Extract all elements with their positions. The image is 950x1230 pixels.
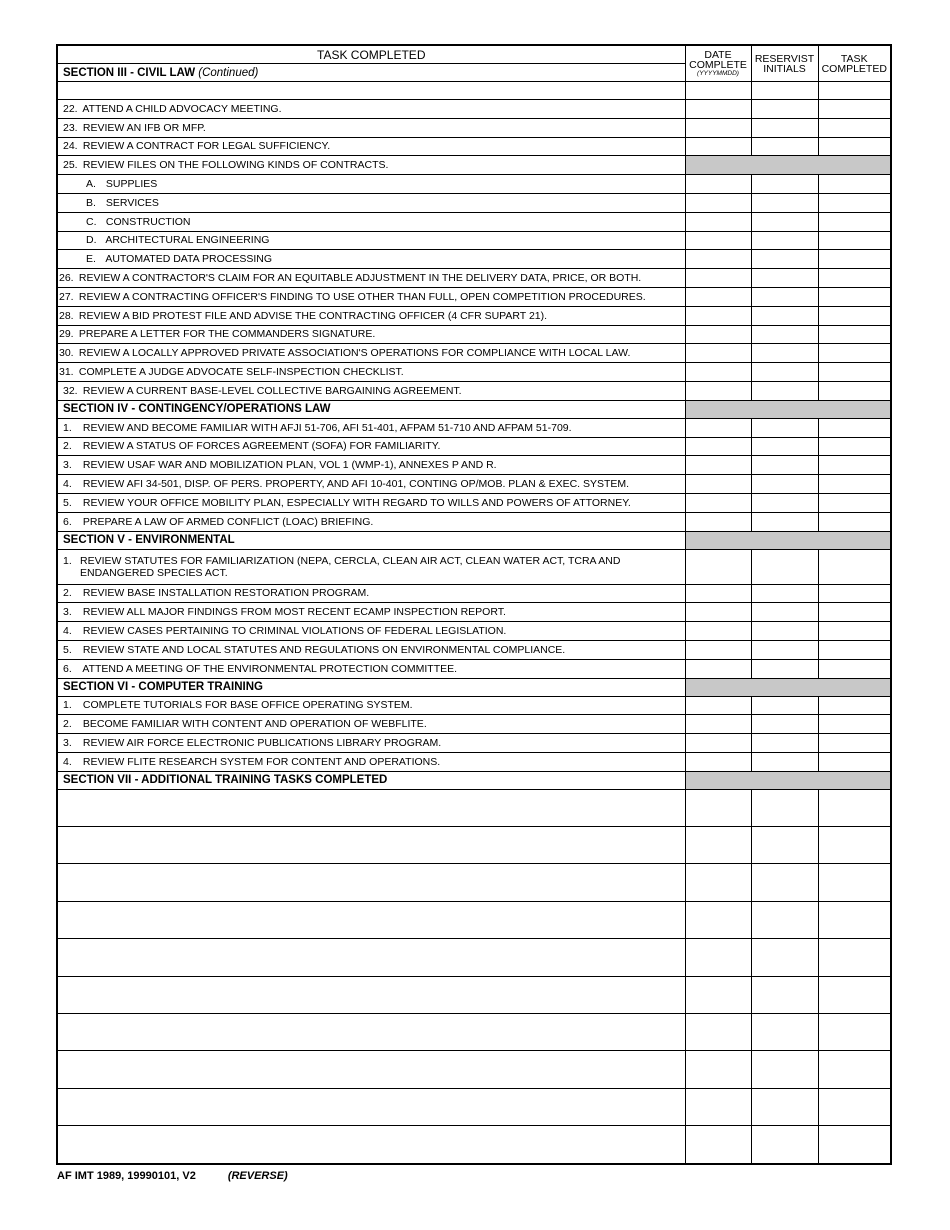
completed-cell[interactable] <box>818 137 890 156</box>
task-label: C. CONSTRUCTION <box>58 212 685 231</box>
task-row <box>58 118 890 137</box>
initials-cell[interactable] <box>751 82 818 100</box>
task-row <box>58 418 890 437</box>
initials-cell[interactable] <box>751 752 818 771</box>
entry-row <box>58 976 890 1013</box>
task-row <box>58 100 890 119</box>
completed-cell[interactable] <box>818 456 890 475</box>
entry-row <box>58 789 890 826</box>
entry-row <box>58 1088 890 1125</box>
shaded-cell <box>685 400 890 418</box>
initials-cell[interactable] <box>751 306 818 325</box>
completed-cell[interactable] <box>818 1051 890 1088</box>
completed-cell[interactable] <box>818 363 890 382</box>
task-label: 5. REVIEW STATE AND LOCAL STATUTES AND REGULATIONS ON ENVIRONMENTAL COMPLIANCE. <box>58 640 685 659</box>
task-row <box>58 156 890 175</box>
completed-cell[interactable] <box>818 100 890 119</box>
date-cell[interactable] <box>685 1126 751 1163</box>
initials-cell[interactable] <box>751 827 818 864</box>
task-row <box>58 212 890 231</box>
task-label: 5. REVIEW YOUR OFFICE MOBILITY PLAN, ESPECIALLY WITH REGARD TO WILLS AND POWERS OF ATTORNEY. <box>58 493 685 512</box>
reservist-initials-header: RESERVIST INITIALS <box>751 46 818 82</box>
completed-cell[interactable] <box>818 976 890 1013</box>
completed-cell[interactable] <box>818 231 890 250</box>
initials-cell[interactable] <box>751 418 818 437</box>
initials-cell[interactable] <box>751 734 818 753</box>
initials-cell[interactable] <box>751 325 818 344</box>
completed-cell[interactable] <box>818 1014 890 1051</box>
initials-cell[interactable] <box>751 175 818 194</box>
initials-cell[interactable] <box>751 864 818 901</box>
task-label: 23. REVIEW AN IFB OR MFP. <box>58 118 685 137</box>
section-iv-title: SECTION IV - CONTINGENCY/OPERATIONS LAW <box>58 400 685 418</box>
date-cell[interactable] <box>685 715 751 734</box>
task-label: 1. REVIEW STATUTES FOR FAMILIARIZATION (NEPA, CERCLA, CLEAN AIR ACT, CLEAN WATER ACT, TCRA AND ENDANGERED SPECIES ACT. <box>58 549 685 584</box>
task-label: 28. REVIEW A BID PROTEST FILE AND ADVISE THE CONTRACTING OFFICER (4 CFR SUPART 21). <box>58 306 685 325</box>
task-label: 30. REVIEW A LOCALLY APPROVED PRIVATE ASSOCIATION'S OPERATIONS FOR COMPLIANCE WITH LOCAL LAW. <box>58 344 685 363</box>
date-cell[interactable] <box>685 363 751 382</box>
initials-cell[interactable] <box>751 939 818 976</box>
date-cell[interactable] <box>685 250 751 269</box>
task-row <box>58 437 890 456</box>
task-label: 2. REVIEW A STATUS OF FORCES AGREEMENT (SOFA) FOR FAMILIARITY. <box>58 437 685 456</box>
completed-cell[interactable] <box>818 118 890 137</box>
initials-cell[interactable] <box>751 584 818 603</box>
section-iv-row <box>58 400 890 418</box>
completed-cell[interactable] <box>818 437 890 456</box>
date-cell[interactable] <box>685 976 751 1013</box>
date-cell[interactable] <box>685 437 751 456</box>
task-label: 1. REVIEW AND BECOME FAMILIAR WITH AFJI 51-706, AFI 51-401, AFPAM 51-710 AND AFPAM 51-709. <box>58 418 685 437</box>
task-row <box>58 584 890 603</box>
initials-cell[interactable] <box>751 622 818 641</box>
date-complete-header: DATE COMPLETE (YYYYMMDD) <box>685 46 751 82</box>
task-entry-cell[interactable] <box>58 1126 685 1163</box>
task-label: 2. REVIEW BASE INSTALLATION RESTORATION PROGRAM. <box>58 584 685 603</box>
entry-row <box>58 1126 890 1163</box>
date-cell[interactable] <box>685 659 751 678</box>
completed-cell[interactable] <box>818 82 890 100</box>
task-entry-cell[interactable] <box>58 1051 685 1088</box>
shaded-cell <box>685 771 890 789</box>
date-cell[interactable] <box>685 1051 751 1088</box>
date-cell[interactable] <box>685 381 751 400</box>
date-cell[interactable] <box>685 193 751 212</box>
completed-cell[interactable] <box>818 212 890 231</box>
initials-cell[interactable] <box>751 118 818 137</box>
task-row <box>58 381 890 400</box>
initials-cell[interactable] <box>751 269 818 288</box>
date-cell[interactable] <box>685 325 751 344</box>
task-completed-title: TASK COMPLETED <box>58 46 685 64</box>
task-row <box>58 269 890 288</box>
task-entry-cell[interactable] <box>58 976 685 1013</box>
task-row <box>58 512 890 531</box>
initials-cell[interactable] <box>751 512 818 531</box>
task-row <box>58 175 890 194</box>
completed-cell[interactable] <box>818 734 890 753</box>
task-row <box>58 603 890 622</box>
completed-cell[interactable] <box>818 640 890 659</box>
date-cell[interactable] <box>685 939 751 976</box>
reverse-label: (REVERSE) <box>227 1170 288 1182</box>
initials-cell[interactable] <box>751 715 818 734</box>
date-cell[interactable] <box>685 603 751 622</box>
date-cell[interactable] <box>685 734 751 753</box>
entry-row <box>58 939 890 976</box>
completed-cell[interactable] <box>818 752 890 771</box>
section-vii-title: SECTION VII - ADDITIONAL TRAINING TASKS COMPLETED <box>58 771 685 789</box>
entry-row <box>58 1014 890 1051</box>
task-label: 32. REVIEW A CURRENT BASE-LEVEL COLLECTIVE BARGAINING AGREEMENT. <box>58 381 685 400</box>
completed-cell[interactable] <box>818 344 890 363</box>
task-label: 3. REVIEW AIR FORCE ELECTRONIC PUBLICATIONS LIBRARY PROGRAM. <box>58 734 685 753</box>
date-cell[interactable] <box>685 640 751 659</box>
task-row <box>58 344 890 363</box>
initials-cell[interactable] <box>751 640 818 659</box>
completed-cell[interactable] <box>818 493 890 512</box>
date-cell[interactable] <box>685 493 751 512</box>
blank-row <box>58 82 890 100</box>
completed-cell[interactable] <box>818 603 890 622</box>
task-row <box>58 475 890 494</box>
section-vii-row <box>58 771 890 789</box>
task-label: A. SUPPLIES <box>58 175 685 194</box>
date-cell[interactable] <box>685 512 751 531</box>
initials-cell[interactable] <box>751 287 818 306</box>
section-vi-row <box>58 678 890 696</box>
date-cell[interactable] <box>685 418 751 437</box>
task-row <box>58 549 890 584</box>
initials-cell[interactable] <box>751 901 818 938</box>
task-label: 3. REVIEW ALL MAJOR FINDINGS FROM MOST RECENT ECAMP INSPECTION REPORT. <box>58 603 685 622</box>
date-cell[interactable] <box>685 287 751 306</box>
task-entry-cell[interactable] <box>58 1014 685 1051</box>
date-cell[interactable] <box>685 344 751 363</box>
completed-cell[interactable] <box>818 325 890 344</box>
initials-cell[interactable] <box>751 212 818 231</box>
initials-cell[interactable] <box>751 493 818 512</box>
completed-cell[interactable] <box>818 512 890 531</box>
completed-cell[interactable] <box>818 659 890 678</box>
date-cell[interactable] <box>685 306 751 325</box>
date-cell[interactable] <box>685 212 751 231</box>
date-cell[interactable] <box>685 696 751 715</box>
task-label: 4. REVIEW FLITE RESEARCH SYSTEM FOR CONTENT AND OPERATIONS. <box>58 752 685 771</box>
section-v-row <box>58 531 890 549</box>
initials-cell[interactable] <box>751 100 818 119</box>
completed-cell[interactable] <box>818 418 890 437</box>
task-label: 4. REVIEW AFI 34-501, DISP. OF PERS. PROPERTY, AND AFI 10-401, CONTING OP/MOB. PLAN & EXEC. SYSTEM. <box>58 475 685 494</box>
task-row <box>58 493 890 512</box>
task-row <box>58 696 890 715</box>
completed-cell[interactable] <box>818 864 890 901</box>
initials-cell[interactable] <box>751 381 818 400</box>
completed-cell[interactable] <box>818 250 890 269</box>
task-row <box>58 622 890 641</box>
initials-cell[interactable] <box>751 250 818 269</box>
date-cell[interactable] <box>685 622 751 641</box>
task-label: 25. REVIEW FILES ON THE FOLLOWING KINDS OF CONTRACTS. <box>58 156 685 175</box>
initials-cell[interactable] <box>751 344 818 363</box>
completed-cell[interactable] <box>818 287 890 306</box>
task-row <box>58 137 890 156</box>
completed-cell[interactable] <box>818 622 890 641</box>
date-cell[interactable] <box>685 231 751 250</box>
training-checklist-form <box>56 44 892 1165</box>
initials-cell[interactable] <box>751 1088 818 1125</box>
initials-cell[interactable] <box>751 976 818 1013</box>
date-cell[interactable] <box>685 1014 751 1051</box>
task-label: 1. COMPLETE TUTORIALS FOR BASE OFFICE OPERATING SYSTEM. <box>58 696 685 715</box>
date-cell[interactable] <box>685 137 751 156</box>
task-entry-cell[interactable] <box>58 901 685 938</box>
task-row <box>58 659 890 678</box>
form-id: AF IMT 1989, 19990101, V2 <box>57 1170 196 1182</box>
initials-cell[interactable] <box>751 193 818 212</box>
task-row <box>58 640 890 659</box>
date-cell[interactable] <box>685 456 751 475</box>
task-row <box>58 325 890 344</box>
task-entry-cell[interactable] <box>58 939 685 976</box>
shaded-cell <box>685 156 890 175</box>
task-row <box>58 456 890 475</box>
initials-cell[interactable] <box>751 603 818 622</box>
completed-cell[interactable] <box>818 306 890 325</box>
completed-cell[interactable] <box>818 584 890 603</box>
task-entry-cell[interactable] <box>58 827 685 864</box>
task-row <box>58 231 890 250</box>
completed-cell[interactable] <box>818 381 890 400</box>
initials-cell[interactable] <box>751 137 818 156</box>
form-footer <box>57 1170 288 1182</box>
task-label: 6. PREPARE A LAW OF ARMED CONFLICT (LOAC) BRIEFING. <box>58 512 685 531</box>
section-vi-title: SECTION VI - COMPUTER TRAINING <box>58 678 685 696</box>
entry-row <box>58 1051 890 1088</box>
date-cell[interactable] <box>685 118 751 137</box>
task-label: E. AUTOMATED DATA PROCESSING <box>58 250 685 269</box>
completed-cell[interactable] <box>818 827 890 864</box>
date-cell[interactable] <box>685 827 751 864</box>
date-cell[interactable] <box>685 175 751 194</box>
initials-cell[interactable] <box>751 1014 818 1051</box>
task-label: 4. REVIEW CASES PERTAINING TO CRIMINAL VIOLATIONS OF FEDERAL LEGISLATION. <box>58 622 685 641</box>
initials-cell[interactable] <box>751 1126 818 1163</box>
task-label: 24. REVIEW A CONTRACT FOR LEGAL SUFFICIENCY. <box>58 137 685 156</box>
date-cell[interactable] <box>685 269 751 288</box>
date-cell[interactable] <box>685 549 751 584</box>
date-cell[interactable] <box>685 584 751 603</box>
completed-cell[interactable] <box>818 475 890 494</box>
initials-cell[interactable] <box>751 363 818 382</box>
initials-cell[interactable] <box>751 475 818 494</box>
completed-cell[interactable] <box>818 696 890 715</box>
completed-cell[interactable] <box>818 1088 890 1125</box>
task-label: 2. BECOME FAMILIAR WITH CONTENT AND OPERATION OF WEBFLITE. <box>58 715 685 734</box>
entry-row <box>58 864 890 901</box>
date-cell[interactable] <box>685 752 751 771</box>
completed-cell[interactable] <box>818 269 890 288</box>
task-label: 29. PREPARE A LETTER FOR THE COMMANDERS SIGNATURE. <box>58 325 685 344</box>
task-label: D. ARCHITECTURAL ENGINEERING <box>58 231 685 250</box>
date-cell[interactable] <box>685 864 751 901</box>
entry-row <box>58 827 890 864</box>
shaded-cell <box>685 531 890 549</box>
date-cell[interactable] <box>685 1088 751 1125</box>
task-entry-cell[interactable] <box>58 1088 685 1125</box>
task-label: B. SERVICES <box>58 193 685 212</box>
initials-cell[interactable] <box>751 659 818 678</box>
task-label: 26. REVIEW A CONTRACTOR'S CLAIM FOR AN EQUITABLE ADJUSTMENT IN THE DELIVERY DATA, PRICE, OR BOTH. <box>58 269 685 288</box>
completed-cell[interactable] <box>818 901 890 938</box>
task-row <box>58 306 890 325</box>
task-completed-header: TASK COMPLETED <box>818 46 890 82</box>
entry-row <box>58 901 890 938</box>
initials-cell[interactable] <box>751 437 818 456</box>
task-row <box>58 250 890 269</box>
task-label: 3. REVIEW USAF WAR AND MOBILIZATION PLAN, VOL 1 (WMP-1), ANNEXES P AND R. <box>58 456 685 475</box>
completed-cell[interactable] <box>818 789 890 826</box>
task-label: 22. ATTEND A CHILD ADVOCACY MEETING. <box>58 100 685 119</box>
completed-cell[interactable] <box>818 175 890 194</box>
task-label: 27. REVIEW A CONTRACTING OFFICER'S FINDING TO USE OTHER THAN FULL, OPEN COMPETITION PROCEDURES. <box>58 287 685 306</box>
task-label: 6. ATTEND A MEETING OF THE ENVIRONMENTAL PROTECTION COMMITTEE. <box>58 659 685 678</box>
task-table <box>58 46 890 1163</box>
date-cell[interactable] <box>685 82 751 100</box>
task-entry-cell[interactable] <box>58 864 685 901</box>
initials-cell[interactable] <box>751 549 818 584</box>
completed-cell[interactable] <box>818 193 890 212</box>
task-row <box>58 193 890 212</box>
initials-cell[interactable] <box>751 456 818 475</box>
task-row <box>58 287 890 306</box>
completed-cell[interactable] <box>818 715 890 734</box>
task-row <box>58 734 890 753</box>
section-iii-heading: SECTION III - CIVIL LAW (Continued) <box>58 64 685 82</box>
date-cell[interactable] <box>685 475 751 494</box>
task-row <box>58 715 890 734</box>
completed-cell[interactable] <box>818 549 890 584</box>
initials-cell[interactable] <box>751 1051 818 1088</box>
date-cell[interactable] <box>685 789 751 826</box>
date-cell[interactable] <box>685 100 751 119</box>
completed-cell[interactable] <box>818 939 890 976</box>
shaded-cell <box>685 678 890 696</box>
task-row <box>58 752 890 771</box>
task-row <box>58 363 890 382</box>
task-label: 31. COMPLETE A JUDGE ADVOCATE SELF-INSPECTION CHECKLIST. <box>58 363 685 382</box>
date-cell[interactable] <box>685 901 751 938</box>
section-v-title: SECTION V - ENVIRONMENTAL <box>58 531 685 549</box>
initials-cell[interactable] <box>751 696 818 715</box>
initials-cell[interactable] <box>751 231 818 250</box>
initials-cell[interactable] <box>751 789 818 826</box>
task-entry-cell[interactable] <box>58 789 685 826</box>
completed-cell[interactable] <box>818 1126 890 1163</box>
